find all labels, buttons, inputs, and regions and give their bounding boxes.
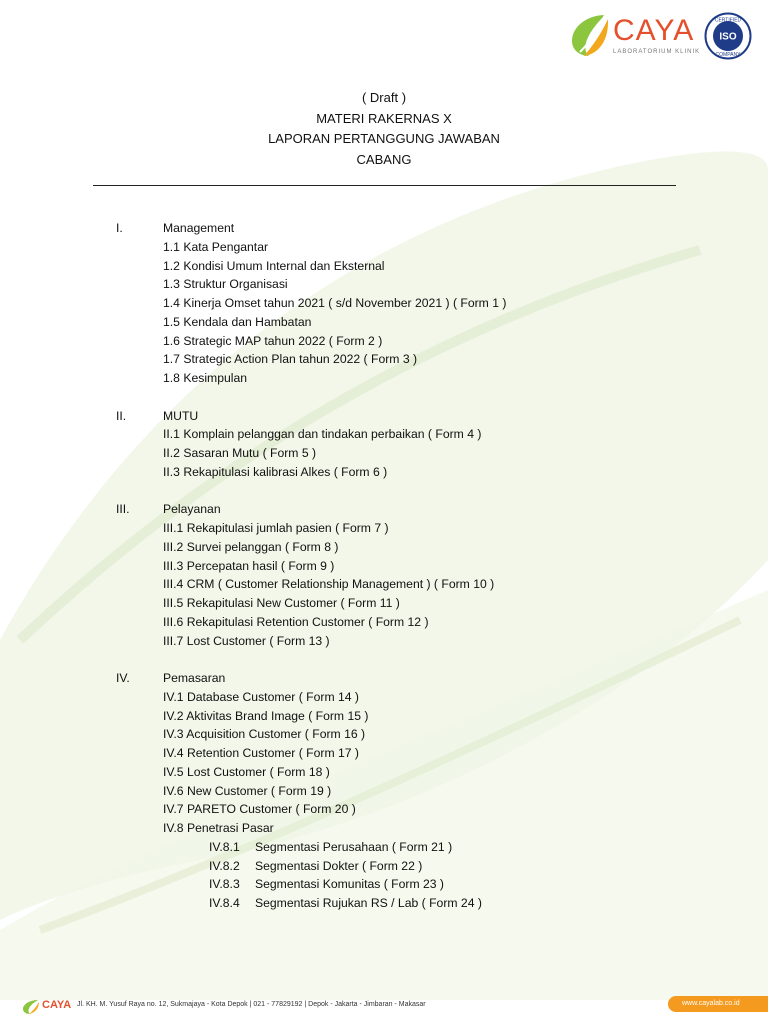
list-item: 1.7 Strategic Action Plan tahun 2022 ( Form 3 ) (163, 352, 418, 367)
subitem-text: Segmentasi Rujukan RS / Lab ( Form 24 ) (255, 896, 482, 910)
list-item: 1.5 Kendala dan Hambatan (163, 314, 312, 329)
caya-logo (568, 12, 701, 58)
section-management (0, 219, 768, 388)
list-item: IV.4 Retention Customer ( Form 17 ) (163, 746, 359, 760)
list-item: III.6 Rekapitulasi Retention Customer ( Form 12 ) (163, 614, 429, 629)
section-numeral: III. (116, 502, 130, 517)
iso-bottom-text: COMPANY (715, 52, 741, 58)
section-mutu (0, 407, 768, 482)
list-item: 1.3 Struktur Organisasi (163, 277, 288, 292)
list-item: III.1 Rekapitulasi jumlah pasien ( Form 7 ) (163, 521, 389, 535)
list-item: IV.7 PARETO Customer ( Form 20 ) (163, 802, 356, 817)
header-title: MATERI RAKERNAS X (316, 110, 452, 126)
list-item: III.5 Rekapitulasi New Customer ( Form 11 ) (163, 596, 400, 610)
list-item: III.7 Lost Customer ( Form 13 ) (163, 633, 330, 648)
list-item: III.4 CRM ( Customer Relationship Management ) ( Form 10 ) (163, 577, 495, 592)
section-numeral: II. (116, 408, 127, 423)
list-item: IV.2 Aktivitas Brand Image ( Form 15 ) (163, 708, 369, 723)
subitem-text: Segmentasi Dokter ( Form 22 ) (255, 858, 423, 873)
list-item: IV.5 Lost Customer ( Form 18 ) (163, 764, 330, 779)
iso-top-text: CERTIFIED (714, 17, 742, 24)
iso-middle-text: ISO (719, 31, 737, 43)
list-item: II.1 Komplain pelanggan dan tindakan perbaikan ( Form 4 ) (163, 427, 482, 442)
section-title: MUTU (163, 408, 199, 423)
logo-brand: CAYA (613, 14, 695, 47)
list-item: 1.1 Kata Pengantar (163, 239, 269, 254)
header-draft: ( Draft ) (361, 90, 407, 105)
page-footer (0, 996, 768, 1024)
list-item: 1.2 Kondisi Umum Internal dan Eksternal (163, 258, 385, 273)
iso-badge (704, 12, 752, 60)
table-of-contents (0, 219, 768, 913)
list-item: II.3 Rekapitulasi kalibrasi Alkes ( Form 6 ) (163, 464, 388, 479)
list-item: IV.3 Acquisition Customer ( Form 16 ) (163, 727, 366, 742)
section-pemasaran (0, 669, 768, 913)
list-item: IV.1 Database Customer ( Form 14 ) (163, 689, 359, 704)
subitem-number: IV.8.3 (209, 877, 240, 892)
subitem-text: Segmentasi Komunitas ( Form 23 ) (255, 877, 444, 892)
document-header (0, 88, 768, 170)
logo-subtitle: LABORATORIUM KLINIK (613, 49, 701, 55)
list-item: III.2 Survei pelanggan ( Form 8 ) (163, 539, 339, 554)
footer-address: Jl. KH. M. Yusuf Raya no. 12, Sukmajaya - Kota Depok | 021 - 77829192 | Depok - Jakarta - Jimbaran - Makasar (77, 1001, 426, 1008)
section-title: Management (163, 221, 235, 235)
footer-brand: CAYA (42, 999, 72, 1011)
list-item: III.3 Percepatan hasil ( Form 9 ) (163, 558, 335, 573)
footer-website[interactable]: www.cayalab.co.id (682, 1000, 740, 1007)
list-item: 1.6 Strategic MAP tahun 2022 ( Form 2 ) (163, 333, 383, 348)
list-item: 1.8 Kesimpulan (163, 371, 248, 385)
leaf-icon (568, 12, 610, 58)
list-item: 1.4 Kinerja Omset tahun 2021 ( s/d November 2021 ) ( Form 1 ) (163, 296, 507, 310)
header-subtitle: LAPORAN PERTANGGUNG JAWABAN (268, 131, 500, 146)
list-item: IV.6 New Customer ( Form 19 ) (163, 783, 332, 798)
list-item: IV.8 Penetrasi Pasar (163, 821, 274, 835)
section-numeral: IV. (116, 671, 130, 685)
section-numeral: I. (116, 221, 123, 235)
footer-leaf-icon (22, 999, 40, 1015)
section-pelayanan (0, 500, 768, 650)
section-title: Pemasaran (163, 671, 226, 685)
subitem-number: IV.8.1 (209, 839, 240, 854)
subitem-text: Segmentasi Perusahaan ( Form 21 ) (255, 839, 453, 854)
footer-website-badge (668, 996, 768, 1012)
section-title: Pelayanan (163, 502, 221, 517)
header-branch: CABANG (356, 151, 412, 167)
subitem-number: IV.8.2 (209, 858, 240, 873)
subitem-number: IV.8.4 (209, 896, 240, 910)
header-divider (93, 185, 676, 186)
list-item: II.2 Sasaran Mutu ( Form 5 ) (163, 446, 317, 460)
